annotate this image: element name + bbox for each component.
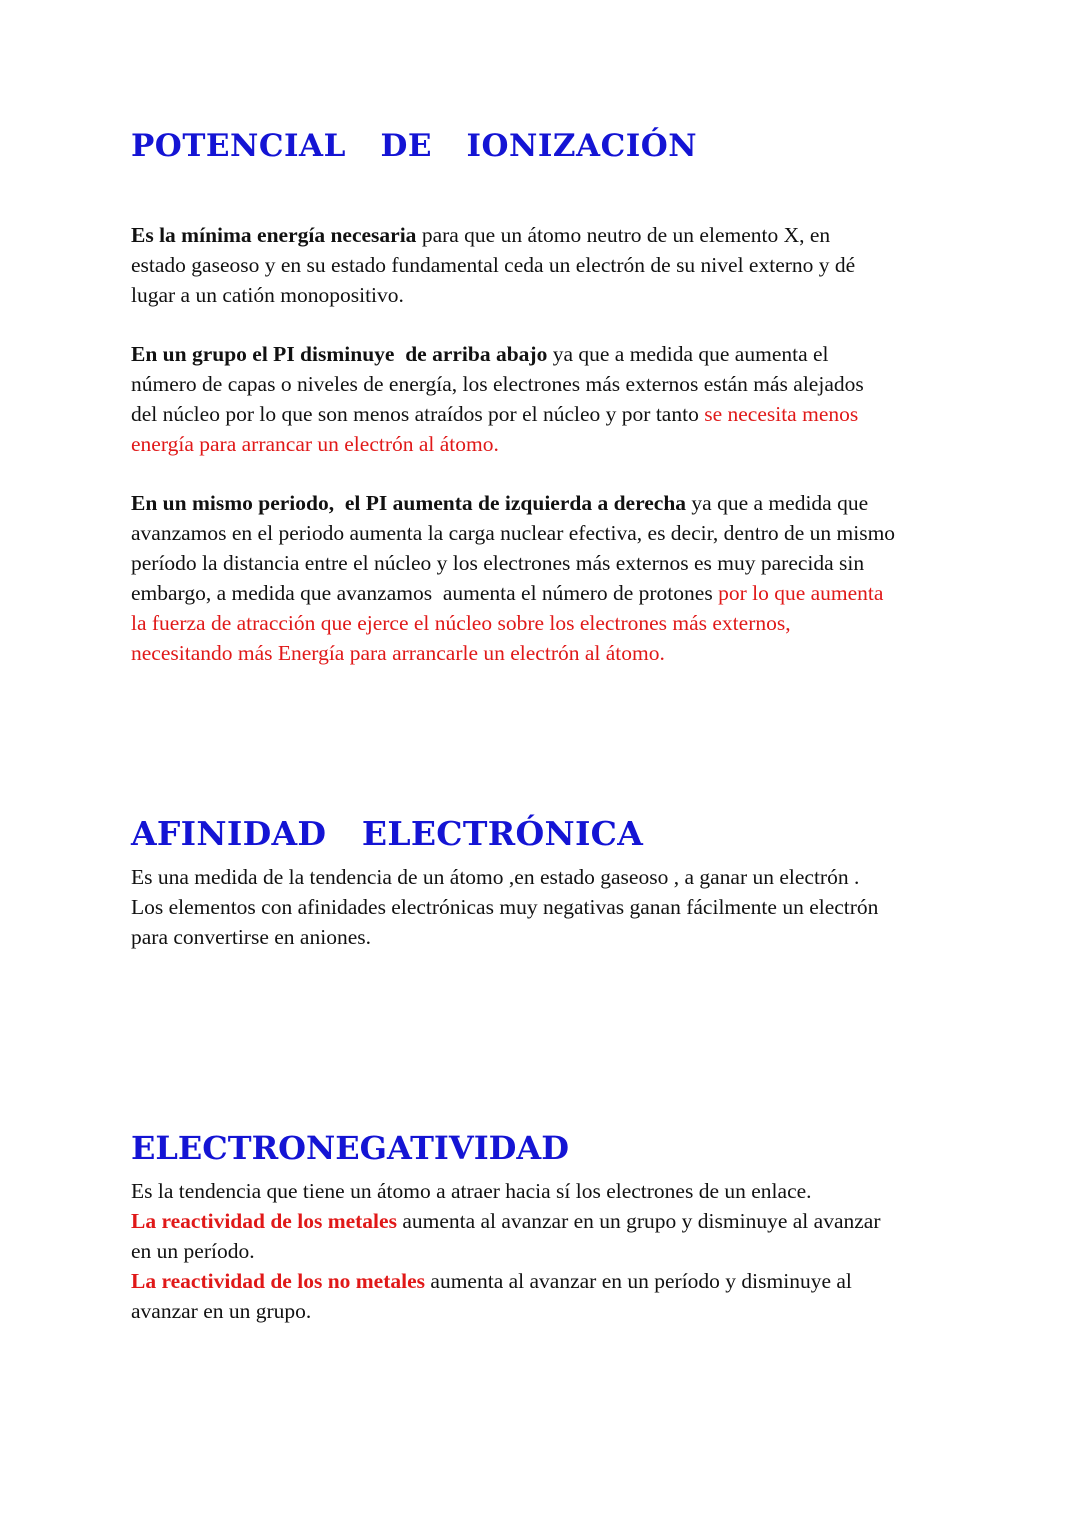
red-highlight-line: necesitando más Energía para arrancarle un electrón al átomo.	[131, 641, 665, 665]
text-run: ya que a medida que aumenta el	[547, 342, 829, 366]
text-line	[131, 488, 961, 518]
paragraph-affinity	[131, 862, 961, 952]
text-line: Los elementos con afinidades electrónicas muy negativas ganan fácilmente un electrón	[131, 895, 879, 919]
red-highlight-line: energía para arrancar un electrón al átomo.	[131, 432, 499, 456]
red-bold-phrase: La reactividad de los metales	[131, 1209, 397, 1233]
bold-phrase: En un grupo el PI disminuye de arriba abajo	[131, 342, 548, 366]
text-line: estado gaseoso y en su estado fundamental ceda un electrón de su nivel externo y dé	[131, 253, 856, 277]
heading-potencial-ionizacion: POTENCIAL DE IONIZACIÓN	[131, 128, 698, 164]
text-line: avanzar en un grupo.	[131, 1299, 312, 1323]
paragraph-ionization-definition	[131, 220, 961, 310]
red-highlight-line: la fuerza de atracción que ejerce el núcleo sobre los electrones más externos,	[131, 611, 791, 635]
text-line	[131, 399, 961, 429]
red-highlight: por lo que aumenta	[718, 581, 884, 605]
text-line: en un período.	[131, 1239, 255, 1263]
red-bold-phrase: La reactividad de los no metales	[131, 1269, 426, 1293]
text-run: embargo, a medida que avanzamos aumenta el número de protones	[131, 581, 719, 605]
text-line	[131, 1266, 961, 1296]
text-line	[131, 339, 961, 369]
text-line	[131, 1206, 961, 1236]
text-line: para convertirse en aniones.	[131, 925, 371, 949]
text-line: período la distancia entre el núcleo y los electrones más externos es muy parecida sin	[131, 551, 865, 575]
text-line: lugar a un catión monopositivo.	[131, 283, 404, 307]
heading-afinidad-electronica: AFINIDAD ELECTRÓNICA	[131, 814, 644, 853]
text-run: aumenta al avanzar en un período y disminuye al	[425, 1269, 852, 1293]
text-line: Es una medida de la tendencia de un átomo ,en estado gaseoso , a ganar un electrón .	[131, 865, 860, 889]
bold-phrase: En un mismo periodo, el PI aumenta de izquierda a derecha	[131, 491, 687, 515]
text-run: ya que a medida que	[686, 491, 869, 515]
bold-phrase: Es la mínima energía necesaria	[131, 223, 417, 247]
text-run: aumenta al avanzar en un grupo y disminuye al avanzar	[396, 1209, 881, 1233]
text-line	[131, 220, 961, 250]
paragraph-ionization-group	[131, 339, 961, 459]
text-line: avanzamos en el periodo aumenta la carga nuclear efectiva, es decir, dentro de un mismo	[131, 521, 896, 545]
heading-electronegatividad: ELECTRONEGATIVIDAD	[131, 1129, 569, 1167]
text-line: Es la tendencia que tiene un átomo a atraer hacia sí los electrones de un enlace.	[131, 1179, 812, 1203]
red-highlight: se necesita menos	[704, 402, 859, 426]
text-line	[131, 578, 961, 608]
text-run: para que un átomo neutro de un elemento X, en	[416, 223, 831, 247]
paragraph-electronegativity	[131, 1176, 961, 1326]
paragraph-ionization-period	[131, 488, 961, 668]
text-run: del núcleo por lo que son menos atraídos por el núcleo y por tanto	[131, 402, 705, 426]
text-line: número de capas o niveles de energía, los electrones más externos están más alejados	[131, 372, 864, 396]
